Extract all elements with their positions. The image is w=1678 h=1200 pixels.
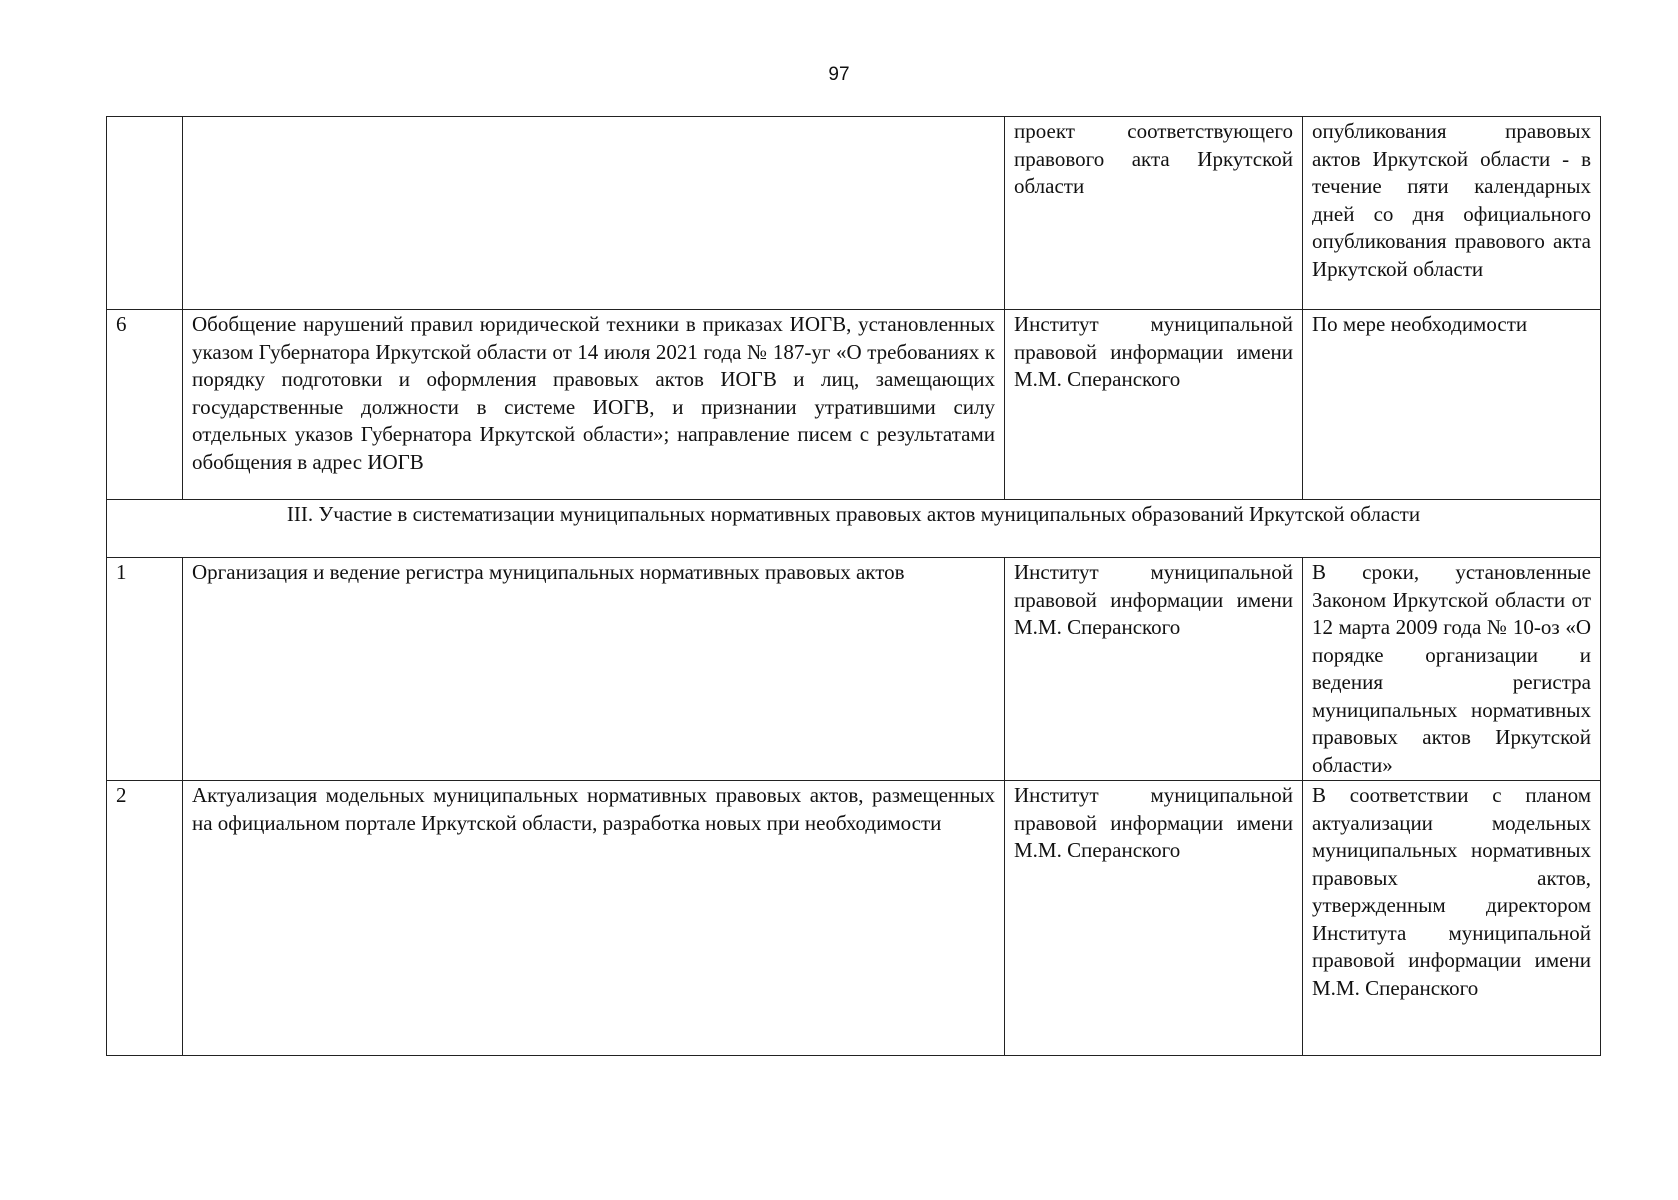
executor-cell: Институт муниципальной правовой информации имени М.М. Сперанского	[1005, 558, 1303, 781]
deadline-cell: В соответствии с планом актуализации модельных муниципальных нормативных правовых актов, утвержденным директором Института муниципальной правовой информации имени М.М. Сперанского	[1303, 781, 1601, 1056]
page-number: 97	[828, 64, 850, 85]
row-number: 2	[107, 781, 183, 1056]
table-row	[107, 558, 1601, 781]
task-cell: Актуализация модельных муниципальных нормативных правовых актов, размещенных на официальном портале Иркутской области, разработка новых при необходимости	[183, 781, 1005, 1056]
task-cell: Обобщение нарушений правил юридической техники в приказах ИОГВ, установленных указом Губернатора Иркутской области от 14 июля 2021 года № 187-уг «О требованиях к порядку подготовки и оформления правовых актов ИОГВ и лиц, замещающих государственные должности в системе ИОГВ, и признании утратившими силу отдельных указов Губернатора Иркутской области»; направление писем с результатами обобщения в адрес ИОГВ	[183, 310, 1005, 500]
row-number: 6	[107, 310, 183, 500]
row-number: 1	[107, 558, 183, 781]
table-row	[107, 310, 1601, 500]
task-cell	[183, 117, 1005, 310]
row-number	[107, 117, 183, 310]
task-cell: Организация и ведение регистра муниципальных нормативных правовых актов	[183, 558, 1005, 781]
deadline-cell: По мере необходимости	[1303, 310, 1601, 500]
executor-cell: проект соответствующего правового акта Иркутской области	[1005, 117, 1303, 310]
deadline-cell: В сроки, установленные Законом Иркутской области от 12 марта 2009 года № 10-оз «О порядке организации и ведения регистра муниципальных нормативных правовых актов Иркутской области»	[1303, 558, 1601, 781]
table-row	[107, 117, 1601, 310]
plan-table	[106, 116, 1601, 1056]
section-title: III. Участие в систематизации муниципальных нормативных правовых актов муниципальных образований Иркутской области	[107, 500, 1601, 558]
executor-cell: Институт муниципальной правовой информации имени М.М. Сперанского	[1005, 781, 1303, 1056]
table-row	[107, 781, 1601, 1056]
section-header-row	[107, 500, 1601, 558]
executor-cell: Институт муниципальной правовой информации имени М.М. Сперанского	[1005, 310, 1303, 500]
deadline-cell: опубликования правовых актов Иркутской области - в течение пяти календарных дней со дня официального опубликования правового акта Иркутской области	[1303, 117, 1601, 310]
